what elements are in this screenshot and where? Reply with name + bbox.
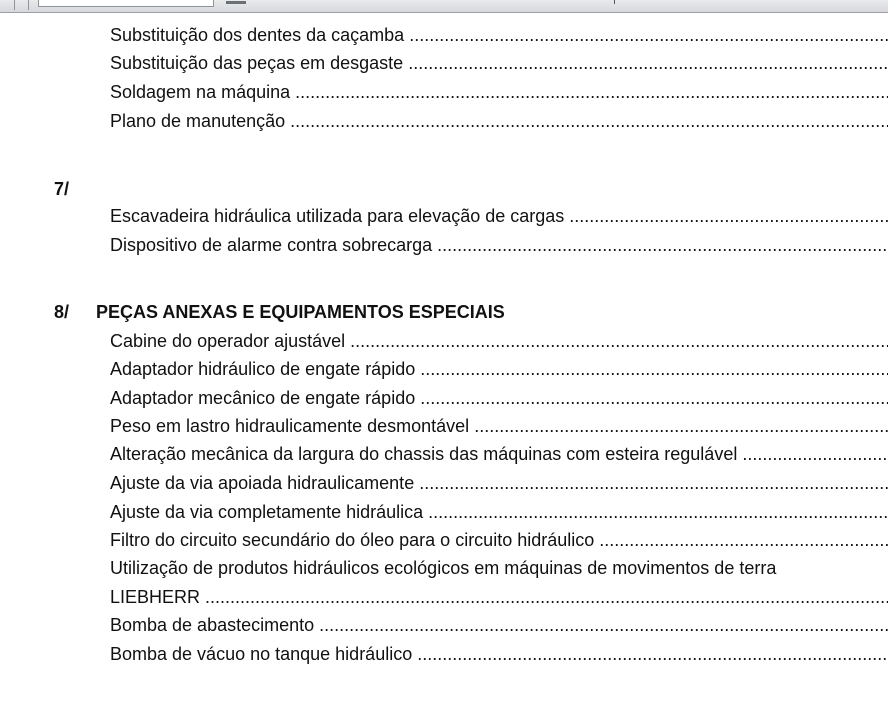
toc-entry[interactable]: Escavadeira hidráulica utilizada para elevação de cargas ..... [110, 203, 888, 229]
toc-entry-wrapped-line[interactable]: Utilização de produtos hidráulicos ecológicos em máquinas de movimentos de terra [110, 558, 777, 578]
toolbar-marker [614, 0, 615, 4]
section-number: 7/ [54, 179, 70, 199]
toc-entry[interactable]: Substituição das peças em desgaste ..... [110, 50, 888, 76]
toc-entry[interactable]: Substituição dos dentes da caçamba ..... [110, 22, 888, 48]
toc-entry[interactable]: Filtro do circuito secundário do óleo para o circuito hidráulico ..... [110, 527, 888, 553]
toc-entry[interactable]: Ajuste da via completamente hidráulica ..... [110, 499, 888, 525]
toc-entry[interactable]: Dispositivo de alarme contra sobrecarga ..... [110, 232, 888, 258]
toc-entry[interactable]: Adaptador hidráulico de engate rápido ..... [110, 356, 888, 382]
section-heading: PEÇAS ANEXAS E EQUIPAMENTOS ESPECIAIS [96, 302, 505, 322]
section-number: 8/ [54, 302, 70, 322]
toolbar-button[interactable] [226, 1, 246, 4]
toc-entry[interactable]: Ajuste da via apoiada hidraulicamente ..... [110, 470, 888, 496]
toc-entry[interactable]: Plano de manutenção ..... [110, 108, 888, 134]
viewer-toolbar [0, 0, 888, 13]
toc-entry[interactable]: Bomba de abastecimento ..... [110, 612, 888, 638]
toc-entry[interactable]: Peso em lastro hidraulicamente desmontável ..... [110, 413, 888, 439]
toolbar-separator [28, 0, 29, 10]
toc-entry[interactable]: Alteração mecânica da largura do chassis das máquinas com esteira regulável ..... [110, 441, 888, 467]
toc-entry[interactable]: Cabine do operador ajustável ..... [110, 328, 888, 354]
toc-entry[interactable]: Soldagem na máquina ..... [110, 79, 888, 105]
toc-entry[interactable]: LIEBHERR ..... [110, 584, 888, 610]
toc-entry[interactable]: Bomba de vácuo no tanque hidráulico ..... [110, 641, 888, 667]
toolbar-input[interactable] [38, 0, 214, 7]
toc-entry[interactable]: Adaptador mecânico de engate rápido ..... [110, 385, 888, 411]
toolbar-separator [14, 0, 15, 10]
